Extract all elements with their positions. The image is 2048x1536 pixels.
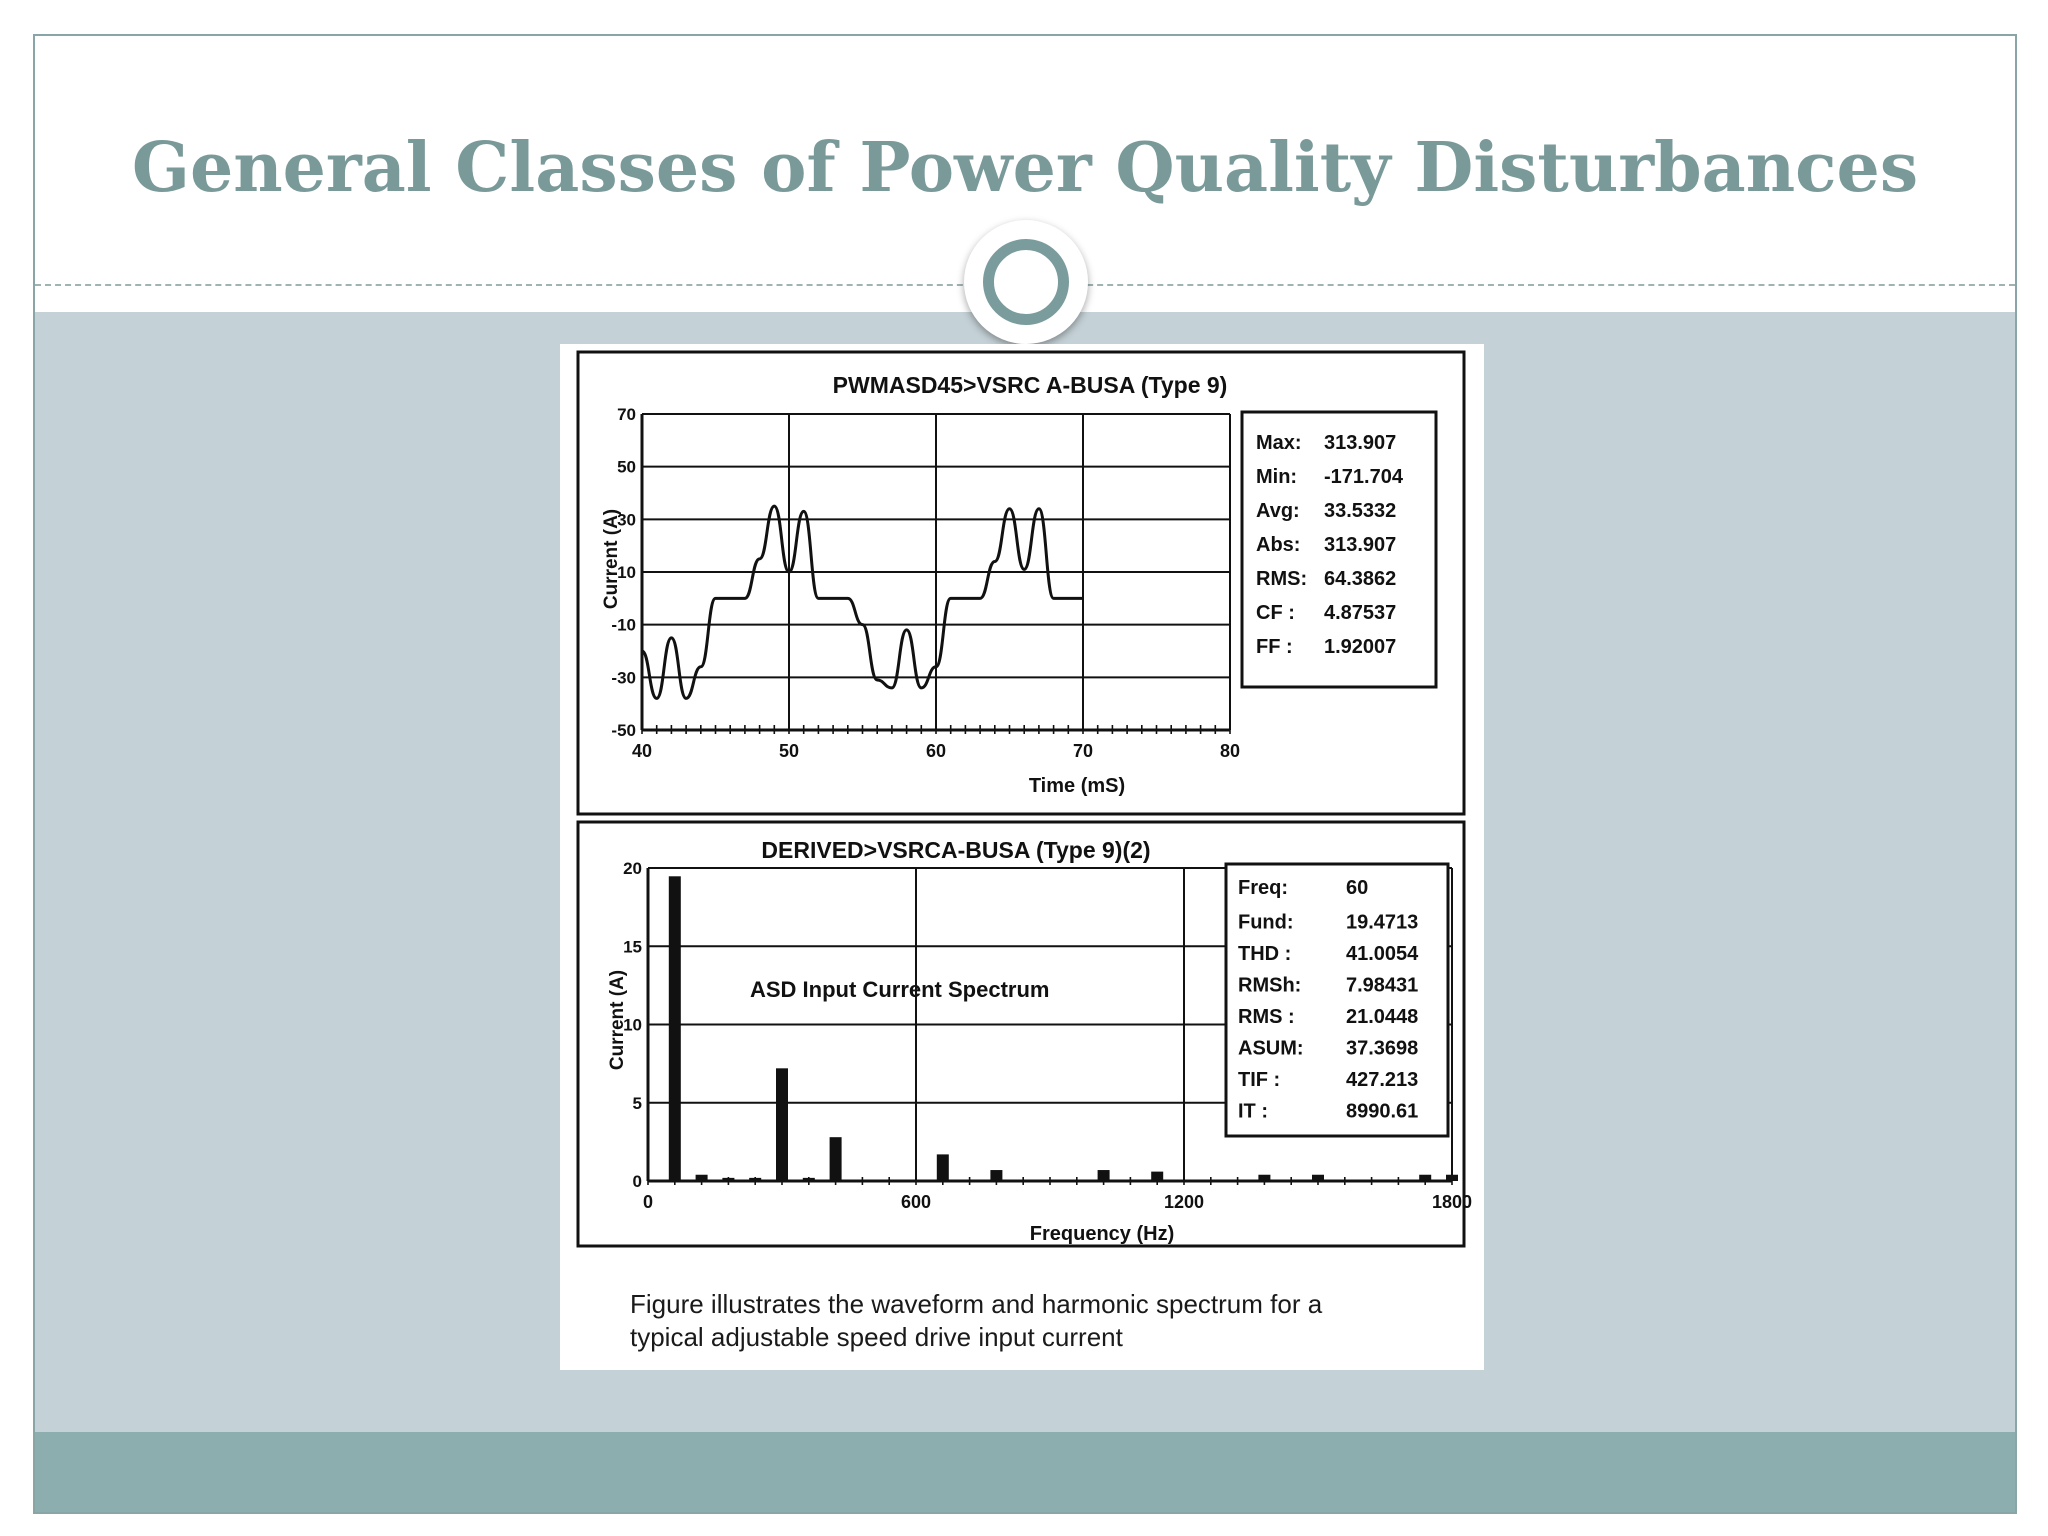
waveform-xtick-label: 60 <box>925 741 947 761</box>
spectrum-stat-label: THD : <box>1238 943 1292 965</box>
spectrum-xtick-label: 0 <box>642 1192 654 1212</box>
spectrum-ytick-label: 5 <box>632 1093 642 1113</box>
waveform-chart-title: PWMASD45>VSRC A-BUSA (Type 9) <box>832 372 1228 398</box>
waveform-xtick-label: 70 <box>1072 741 1094 761</box>
spectrum-bar <box>803 1178 815 1181</box>
waveform-ylabel: Current (A) <box>601 508 622 610</box>
waveform-stat-value: 313.907 <box>1324 534 1397 556</box>
waveform-ytick-label: 70 <box>617 405 636 424</box>
caption-line-2: typical adjustable speed drive input current <box>630 1322 1123 1352</box>
spectrum-stat-label: Fund: <box>1238 911 1294 934</box>
figure-caption <box>630 1288 1430 1354</box>
spectrum-stats-frame <box>1226 864 1448 1136</box>
spectrum-stat-label: RMSh: <box>1238 974 1302 997</box>
charts-figure <box>560 344 1484 1270</box>
spectrum-stat-value: 60 <box>1346 877 1369 899</box>
waveform-stat-label: CF : <box>1256 602 1295 624</box>
waveform-ytick-label: 50 <box>617 457 636 477</box>
waveform-xtick-label: 80 <box>1219 741 1241 761</box>
spectrum-bar <box>937 1154 949 1181</box>
waveform-stat-value: 313.907 <box>1324 432 1397 454</box>
spectrum-stat-value: 19.4713 <box>1346 911 1419 934</box>
spectrum-bar <box>1446 1175 1458 1181</box>
spectrum-ytick-label: 20 <box>623 859 642 878</box>
waveform-ytick-label: 30 <box>617 510 636 530</box>
spectrum-bar <box>749 1178 761 1181</box>
spectrum-annotation: ASD Input Current Spectrum <box>750 977 1050 1002</box>
waveform-stat-value: 1.92007 <box>1324 636 1397 658</box>
waveform-series <box>642 506 1083 698</box>
spectrum-stats-box <box>1226 864 1448 1136</box>
figure-panel <box>560 344 1484 1370</box>
waveform-stat-label: Abs: <box>1256 534 1301 556</box>
footer-band <box>35 1432 2015 1512</box>
waveform-grid <box>642 414 1230 730</box>
spectrum-stat-label: RMS : <box>1238 1006 1295 1028</box>
spectrum-stat-value: 41.0054 <box>1346 943 1419 965</box>
spectrum-bar <box>1098 1170 1110 1181</box>
title-circle-ornament <box>964 220 1088 344</box>
waveform-ytick-label: -10 <box>611 615 636 635</box>
title-circle-ring <box>983 239 1069 325</box>
spectrum-stat-value: 7.98431 <box>1346 974 1419 997</box>
waveform-ytick-label: 10 <box>617 563 636 582</box>
waveform-stat-value: 64.3862 <box>1324 568 1397 590</box>
spectrum-ytick-label: 10 <box>623 1015 642 1035</box>
spectrum-bar <box>990 1170 1002 1181</box>
waveform-stat-label: Max: <box>1256 432 1302 454</box>
waveform-xtick-label: 40 <box>631 741 653 761</box>
spectrum-stat-label: ASUM: <box>1238 1037 1304 1060</box>
spectrum-bar <box>669 876 681 1181</box>
waveform-ytick-label: -30 <box>611 668 636 688</box>
slide-title: General Classes of Power Quality Disturbances <box>131 128 1919 208</box>
spectrum-stat-value: 21.0448 <box>1346 1006 1419 1028</box>
spectrum-bar <box>1419 1175 1431 1181</box>
spectrum-stat-value: 8990.61 <box>1346 1100 1419 1123</box>
waveform-stat-label: FF : <box>1256 636 1293 658</box>
spectrum-ylabel: Current (A) <box>607 969 628 1071</box>
spectrum-xtick-label: 1200 <box>1163 1192 1205 1212</box>
waveform-stat-value: -171.704 <box>1324 466 1403 488</box>
spectrum-bar <box>830 1137 842 1181</box>
spectrum-ytick-label: 15 <box>623 937 642 957</box>
waveform-xtick-label: 50 <box>778 741 800 761</box>
waveform-line <box>642 506 1083 698</box>
spectrum-ytick-label: 0 <box>632 1172 642 1191</box>
spectrum-bar <box>1151 1172 1163 1181</box>
spectrum-stat-value: 427.213 <box>1346 1069 1419 1091</box>
spectrum-bar <box>1258 1175 1270 1181</box>
caption-line-1: Figure illustrates the waveform and harmonic spectrum for a <box>630 1289 1323 1319</box>
spectrum-bar <box>1312 1175 1324 1181</box>
spectrum-xtick-label: 600 <box>900 1192 932 1212</box>
waveform-stat-label: RMS: <box>1256 568 1308 590</box>
waveform-stats-box <box>1242 412 1436 687</box>
waveform-stat-value: 4.87537 <box>1324 602 1397 624</box>
spectrum-bar <box>722 1178 734 1181</box>
waveform-stat-label: Avg: <box>1256 500 1300 522</box>
spectrum-stat-label: Freq: <box>1238 877 1288 899</box>
waveform-stat-value: 33.5332 <box>1324 500 1397 522</box>
waveform-ytick-label: -50 <box>611 721 636 740</box>
spectrum-bar <box>696 1175 708 1181</box>
waveform-xlabel: Time (mS) <box>1028 775 1126 797</box>
spectrum-bar <box>776 1068 788 1181</box>
spectrum-stat-value: 37.3698 <box>1346 1037 1419 1060</box>
spectrum-chart-title: DERIVED>VSRCA-BUSA (Type 9)(2) <box>761 837 1151 863</box>
waveform-axes <box>611 405 1240 761</box>
spectrum-stat-label: TIF : <box>1238 1069 1281 1091</box>
spectrum-xlabel: Frequency (Hz) <box>1029 1223 1175 1245</box>
waveform-stat-label: Min: <box>1256 466 1298 488</box>
spectrum-stat-label: IT : <box>1238 1100 1268 1123</box>
spectrum-xtick-label: 1800 <box>1431 1192 1473 1212</box>
